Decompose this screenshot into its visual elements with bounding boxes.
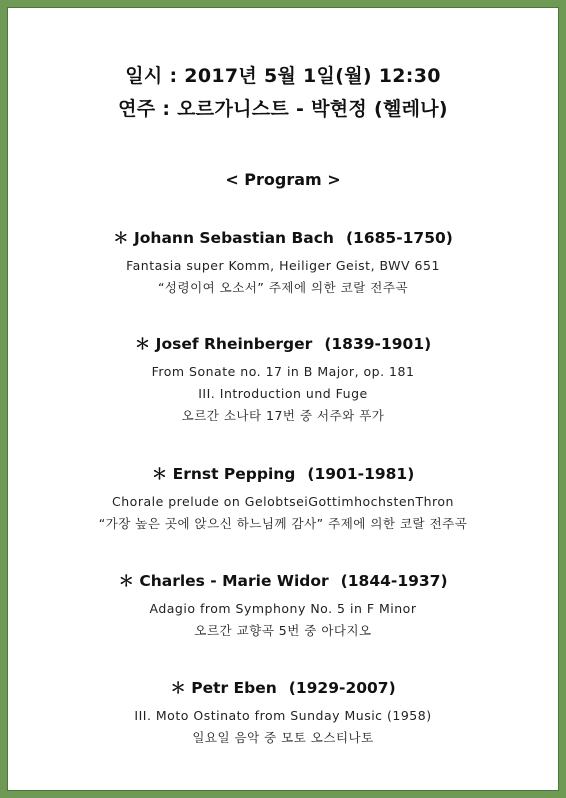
program-item-rheinberger: [8, 333, 558, 427]
work-title-korean: 오르간 소나타 17번 중 서주와 푸가: [181, 408, 385, 423]
work-title-korean: “가장 높은 곳에 앉으신 하느님께 감사” 주제에 의한 코랄 전주곡: [98, 516, 468, 531]
program-item-pepping: [8, 463, 558, 535]
composer-name: [8, 570, 558, 592]
work-movement: III. Introduction und Fuge: [198, 386, 368, 401]
composer-label: ＊ Petr Eben: [170, 679, 277, 697]
date-time-line: 일시 : 2017년 5월 1일(월) 12:30: [125, 65, 441, 87]
program-item-eben: [8, 677, 558, 749]
work-title-korean: 일요일 음악 중 모토 오스티나토: [192, 730, 374, 745]
program-heading: < Program >: [225, 170, 341, 189]
composer-label: ＊ Ernst Pepping: [151, 465, 296, 483]
composer-dates: (1929-2007): [288, 679, 396, 697]
composer-label: ＊ Charles - Marie Widor: [118, 572, 329, 590]
work-title: III. Moto Ostinato from Sunday Music (1958): [134, 708, 432, 723]
work-title: Fantasia super Komm, Heiliger Geist, BWV 651: [126, 258, 440, 273]
work-title-korean: “성령이여 오소서” 주제에 의한 코랄 전주곡: [157, 280, 409, 295]
composer-name: [8, 227, 558, 249]
program-item-widor: [8, 570, 558, 642]
program-item-bach: [8, 227, 558, 299]
composer-name: [8, 463, 558, 485]
performer-line: 연주 : 오르가니스트 - 박현정 (헬레나): [118, 98, 448, 120]
work-title: Chorale prelude on GelobtseiGottimhochstenThron: [112, 494, 454, 509]
work-title: Adagio from Symphony No. 5 in F Minor: [149, 601, 417, 616]
work-title: From Sonate no. 17 in B Major, op. 181: [151, 364, 415, 379]
composer-dates: (1685-1750): [345, 229, 453, 247]
composer-dates: (1839-1901): [324, 335, 432, 353]
composer-name: [8, 333, 558, 355]
composer-dates: (1901-1981): [307, 465, 415, 483]
concert-header: [8, 60, 558, 126]
composer-label: ＊ Johann Sebastian Bach: [113, 229, 334, 247]
composer-name: [8, 677, 558, 699]
composer-dates: (1844-1937): [340, 572, 448, 590]
composer-label: ＊ Josef Rheinberger: [134, 335, 313, 353]
work-title-korean: 오르간 교향곡 5번 중 아다지오: [194, 623, 372, 638]
program-sheet: [7, 7, 559, 791]
